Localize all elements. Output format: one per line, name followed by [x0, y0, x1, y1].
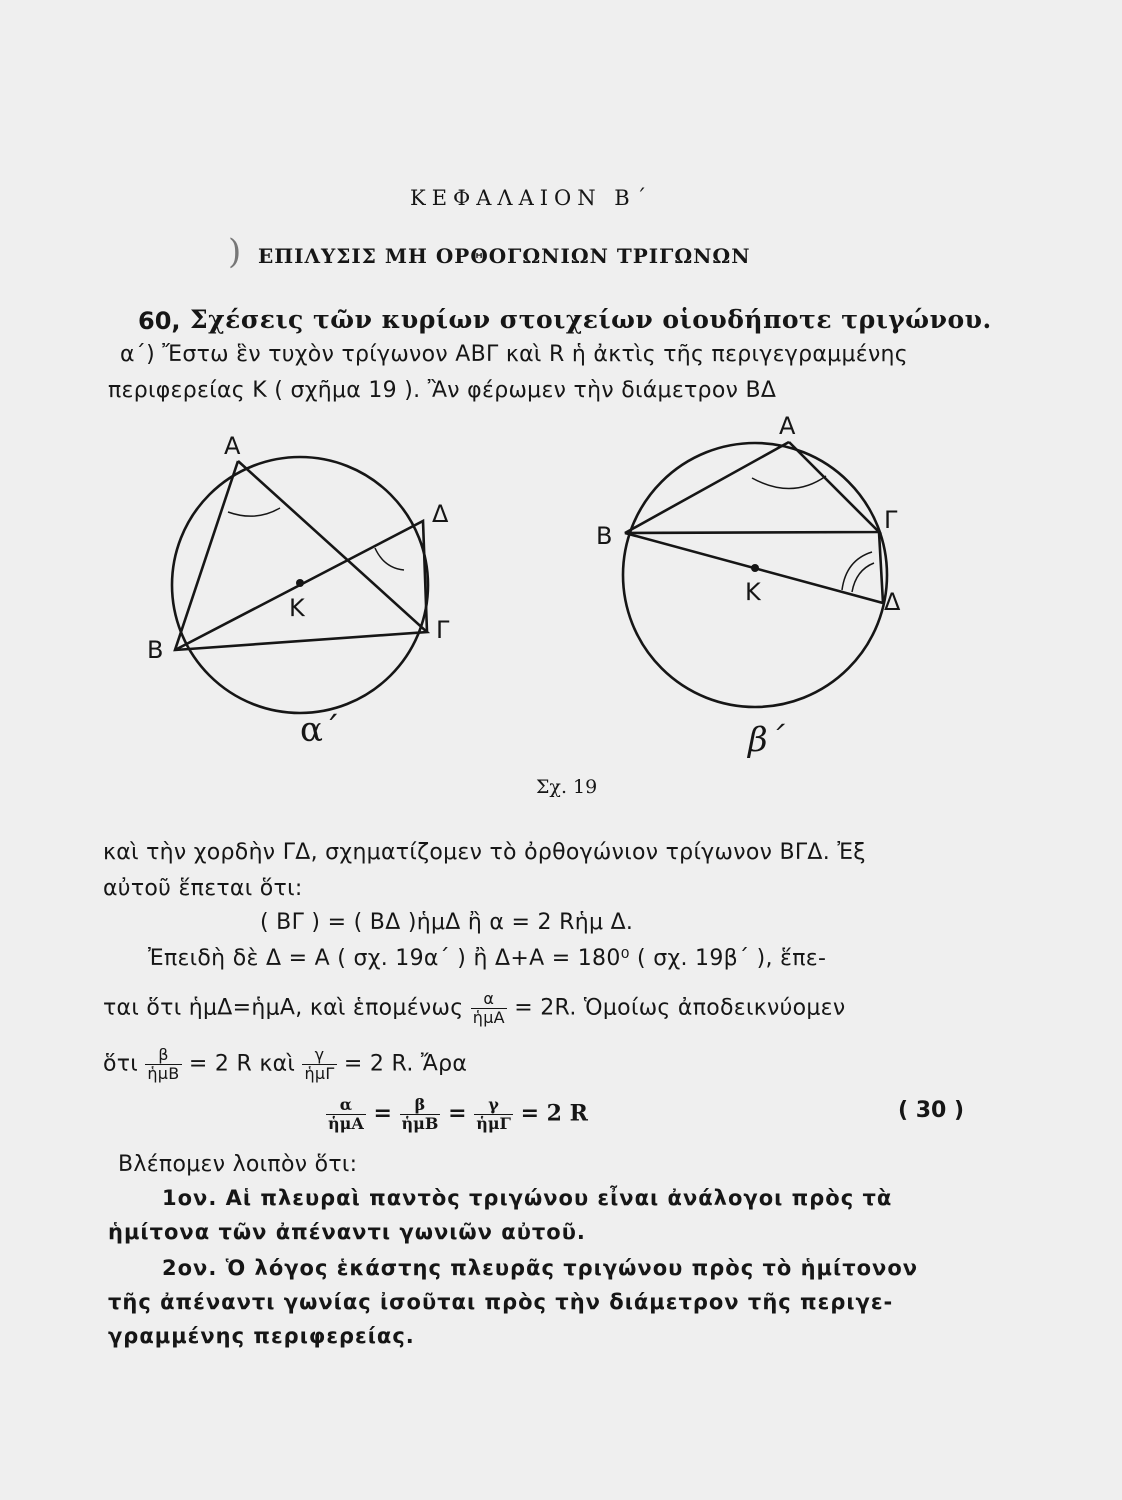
chapter-heading: ΚΕΦΑΛΑΙΟΝ Β΄: [410, 186, 653, 210]
point-1-line-1: 1ον. Αἱ πλευραὶ παντὸς τριγώνου εἶναι ἀνάλογοι πρὸς τὰ: [162, 1186, 893, 1210]
point-1-line-2: ἡμίτονα τῶν ἀπέναντι γωνιῶν αὐτοῦ.: [108, 1220, 586, 1244]
fraction-numerator: β: [400, 1096, 441, 1115]
fraction-numerator: α: [471, 990, 507, 1009]
body-line-5-post: = 2 R. Ἄρα: [343, 1051, 468, 1077]
fraction-denominator: ἡμΓ: [304, 1064, 335, 1083]
figure-caption: Σχ. 19: [536, 776, 598, 798]
eq-fraction-b: [400, 1096, 441, 1133]
left-label-d: Δ: [432, 500, 449, 528]
fraction-c-over-sinC: [302, 1046, 336, 1083]
point-2-line-3: γραμμένης περιφερείας.: [108, 1324, 415, 1348]
right-circumcircle: [623, 443, 887, 707]
right-label-b: Β: [596, 522, 613, 550]
body-line-6: Βλέπομεν λοιπὸν ὅτι:: [118, 1152, 358, 1177]
point-2-line-1: 2ον. Ὁ λόγος ἑκάστης πλευρᾶς τριγώνου πρὸς τὸ ἡμίτονον: [162, 1256, 919, 1280]
fraction-b-over-sinB: [145, 1046, 181, 1083]
right-label-d: Δ: [884, 588, 901, 616]
pencil-mark: ): [228, 232, 242, 272]
left-angle-arc-d: [375, 548, 404, 570]
right-figure-label: β΄: [748, 720, 785, 760]
left-label-k: Κ: [289, 594, 305, 622]
fraction-denominator: ἡμΑ: [328, 1114, 364, 1133]
equals-sign: =: [373, 1100, 392, 1127]
law-of-sines-equation: [326, 1096, 588, 1133]
fraction-numerator: α: [326, 1096, 366, 1115]
fraction-numerator: β: [145, 1046, 181, 1065]
body-line-4: [103, 990, 845, 1027]
point-2-line-2: τῆς ἀπέναντι γωνίας ἰσοῦται πρὸς τὴν διάμετρον τῆς περιγε-: [108, 1290, 894, 1314]
left-label-a: Α: [224, 432, 241, 460]
left-center-dot: [296, 579, 304, 587]
right-angle-arc-d-outer: [842, 552, 872, 590]
body-line-4-post: = 2R. Ὁμοίως ἀποδεικνύομεν: [514, 995, 846, 1021]
body-line-5-mid: = 2 R καὶ: [188, 1051, 296, 1077]
right-label-g: Γ: [884, 506, 898, 534]
equals-sign: =: [448, 1100, 467, 1127]
intro-line-1: α΄) Ἔστω ἓν τυχὸν τρίγωνον ΑΒΓ καὶ R ἡ ἀκτὶς τῆς περιγεγραμμένης: [120, 342, 909, 367]
fraction-a-over-sinA: [471, 990, 507, 1027]
section-number: 60,: [138, 307, 181, 335]
left-figure-label: α΄: [300, 710, 340, 750]
equation-1: ( ΒΓ ) = ( ΒΔ )ἡμΔ ἢ α = 2 Rἡμ Δ.: [260, 910, 634, 935]
eq-fraction-c: [474, 1096, 513, 1133]
fraction-denominator: ἡμΑ: [472, 1008, 505, 1027]
body-line-5-pre: ὅτι: [103, 1051, 139, 1077]
right-angle-arc-d-inner: [852, 563, 874, 592]
right-label-k: Κ: [745, 578, 761, 606]
left-label-b: Β: [147, 636, 164, 664]
right-triangle: [625, 442, 879, 533]
fraction-denominator: ἡμΒ: [401, 1114, 439, 1133]
body-line-3: Ἐπειδὴ δὲ Δ = Α ( σχ. 19α΄ ) ἢ Δ+Α = 180⁰ ( σχ. 19β΄ ), ἕπε-: [148, 946, 827, 971]
equation-result: = 2 R: [520, 1100, 588, 1127]
body-line-4-pre: ται ὅτι ἡμΔ=ἡμΑ, καὶ ἑπομένως: [103, 995, 464, 1021]
left-angle-arc-a: [228, 508, 280, 516]
right-label-a: Α: [779, 412, 796, 440]
fraction-numerator: γ: [302, 1046, 336, 1065]
eq-fraction-a: [326, 1096, 366, 1133]
body-line-1: καὶ τὴν χορδὴν ΓΔ, σχηματίζομεν τὸ ὀρθογώνιον τρίγωνον ΒΓΔ. Ἐξ: [103, 840, 866, 865]
equation-number: ( 30 ): [898, 1098, 965, 1123]
chapter-title: ΕΠΙΛΥΣΙΣ ΜΗ ΟΡΘΟΓΩΝΙΩΝ ΤΡΙΓΩΝΩΝ: [258, 244, 751, 268]
right-center-dot: [751, 564, 759, 572]
fraction-numerator: γ: [474, 1096, 513, 1115]
section-title: Σχέσεις τῶν κυρίων στοιχείων οἱουδήποτε τριγώνου.: [190, 305, 992, 334]
right-angle-arc-a: [752, 476, 826, 489]
body-line-5: [103, 1046, 467, 1083]
fraction-denominator: ἡμΒ: [147, 1064, 180, 1083]
body-line-2: αὐτοῦ ἕπεται ὅτι:: [103, 876, 303, 901]
fraction-denominator: ἡμΓ: [476, 1114, 511, 1133]
intro-line-2: περιφερείας Κ ( σχῆμα 19 ). Ἂν φέρωμεν τὴν διάμετρον ΒΔ: [108, 378, 777, 403]
left-label-g: Γ: [436, 616, 450, 644]
